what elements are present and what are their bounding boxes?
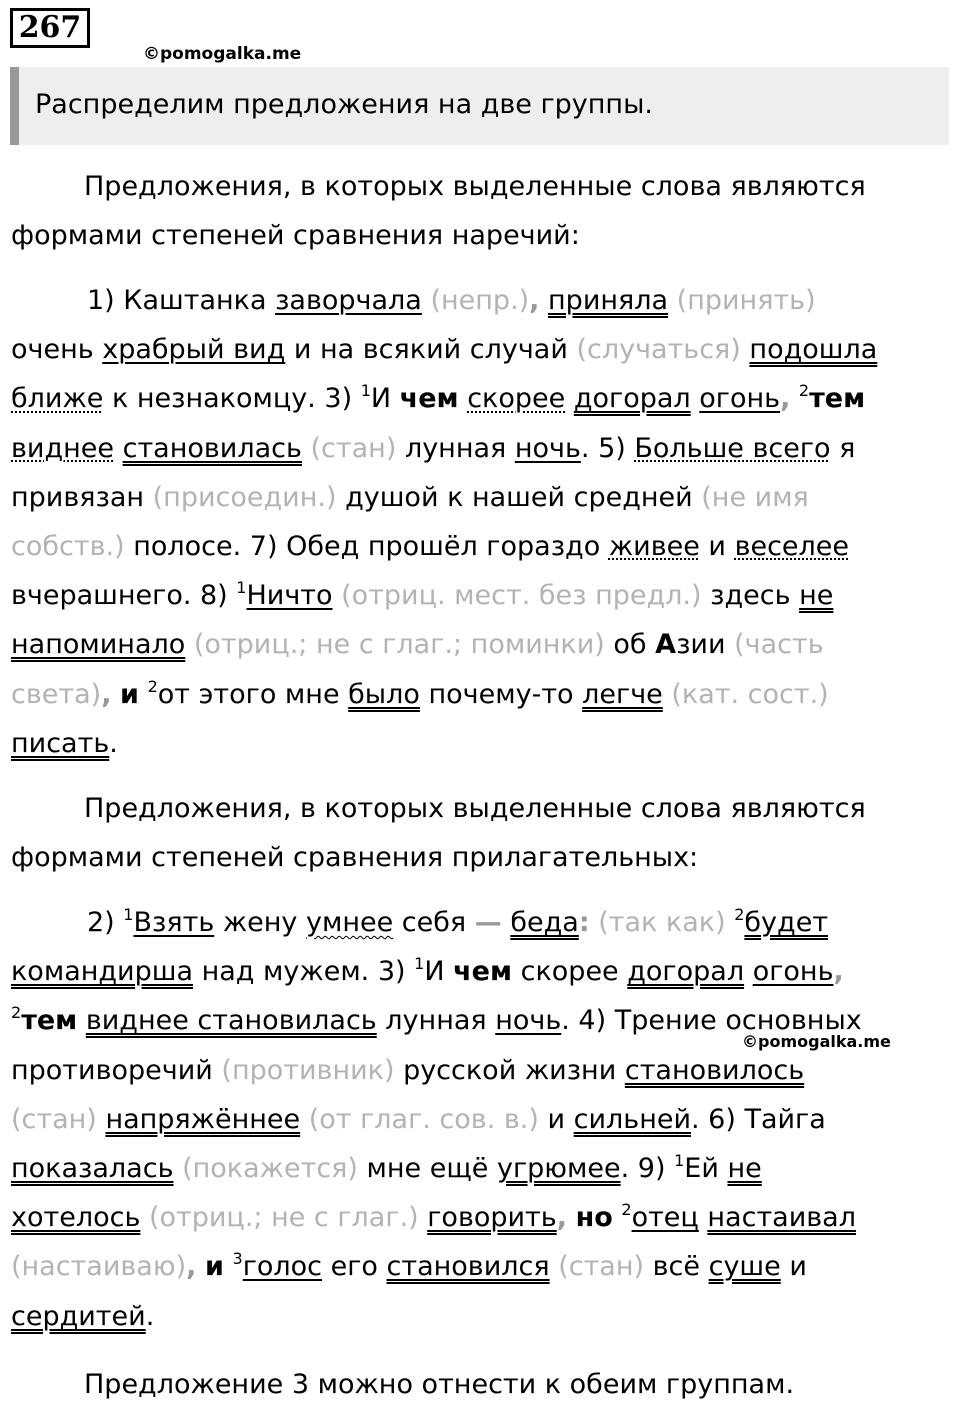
group1-line: очень храбрый вид и на всякий случай (случаться) подошла: [11, 334, 878, 366]
group2-heading: [11, 784, 951, 882]
group1-line: вчерашнего. 8) $^1$Ничто (отриц. мест. без предл.) здесь не: [11, 578, 834, 612]
task-number: 267: [10, 8, 90, 48]
group1-line: 1) Каштанка заворчала (непр.), приняла (принять): [87, 285, 816, 316]
conclusion-text: Предложение 3 можно отнести к обеим группам.: [84, 1369, 795, 1400]
banner-text: Распределим предложения на две группы.: [35, 89, 653, 120]
group1-line: ближе к незнакомцу. 3) $^1$И чем скорее догорал огонь, $^2$тем: [11, 381, 866, 415]
group1-heading-line: Предложения, в которых выделенные слова являются: [84, 171, 866, 202]
group1-line: привязан (присоедин.) душой к нашей средней (не имя: [11, 481, 809, 513]
banner: [10, 67, 949, 145]
group2-heading-line: Предложения, в которых выделенные слова являются: [84, 793, 866, 824]
group1-heading-line: формами степеней сравнения наречий:: [11, 220, 580, 252]
group2-line: сердитей.: [11, 1300, 155, 1332]
group1-line: напоминало (отриц.; не с глаг.; поминки) об Азии (часть: [11, 629, 824, 661]
watermark: ©pomogalka.me: [742, 1032, 891, 1051]
group2-line: противоречий (противник) русской жизни становилось: [11, 1054, 805, 1086]
group2-body: [11, 898, 951, 1341]
group1-line: света), и $^2$от этого мне было почему-то легче (кат. сост.): [11, 676, 829, 710]
group1-line: виднее становилась (стан) лунная ночь. 5) Больше всего я: [11, 432, 856, 464]
group1-heading: [11, 162, 951, 260]
conclusion: [11, 1360, 951, 1409]
group2-line: хотелось (отриц.; не с глаг.) говорить, но $^2$отец настаивал: [11, 1200, 856, 1234]
group1-line: собств.) полосе. 7) Обед прошёл гораздо живее и веселее: [11, 530, 850, 562]
group2-line: командирша над мужем. 3) $^1$И чем скорее догорал огонь,: [11, 954, 844, 988]
group2-line: (стан) напряжённее (от глаг. сов. в.) и сильней. 6) Тайга: [11, 1103, 826, 1135]
group2-heading-line: формами степеней сравнения прилагательных:: [11, 842, 699, 874]
group2-line: 2) $^1$Взять жену умнее себя — беда: (так как) $^2$будет: [87, 905, 829, 938]
group2-line: (настаиваю), и $^3$голос его становился (стан) всё суше и: [11, 1249, 807, 1283]
group1-line: писать.: [11, 727, 118, 759]
group2-line: $^2$тем виднее становилась лунная ночь. 4) Трение основных: [11, 1003, 862, 1037]
watermark: ©pomogalka.me: [143, 44, 302, 64]
group1-body: [11, 276, 951, 768]
group2-line: показалась (покажется) мне ещё угрюмее. 9) $^1$Ей не: [11, 1150, 762, 1184]
